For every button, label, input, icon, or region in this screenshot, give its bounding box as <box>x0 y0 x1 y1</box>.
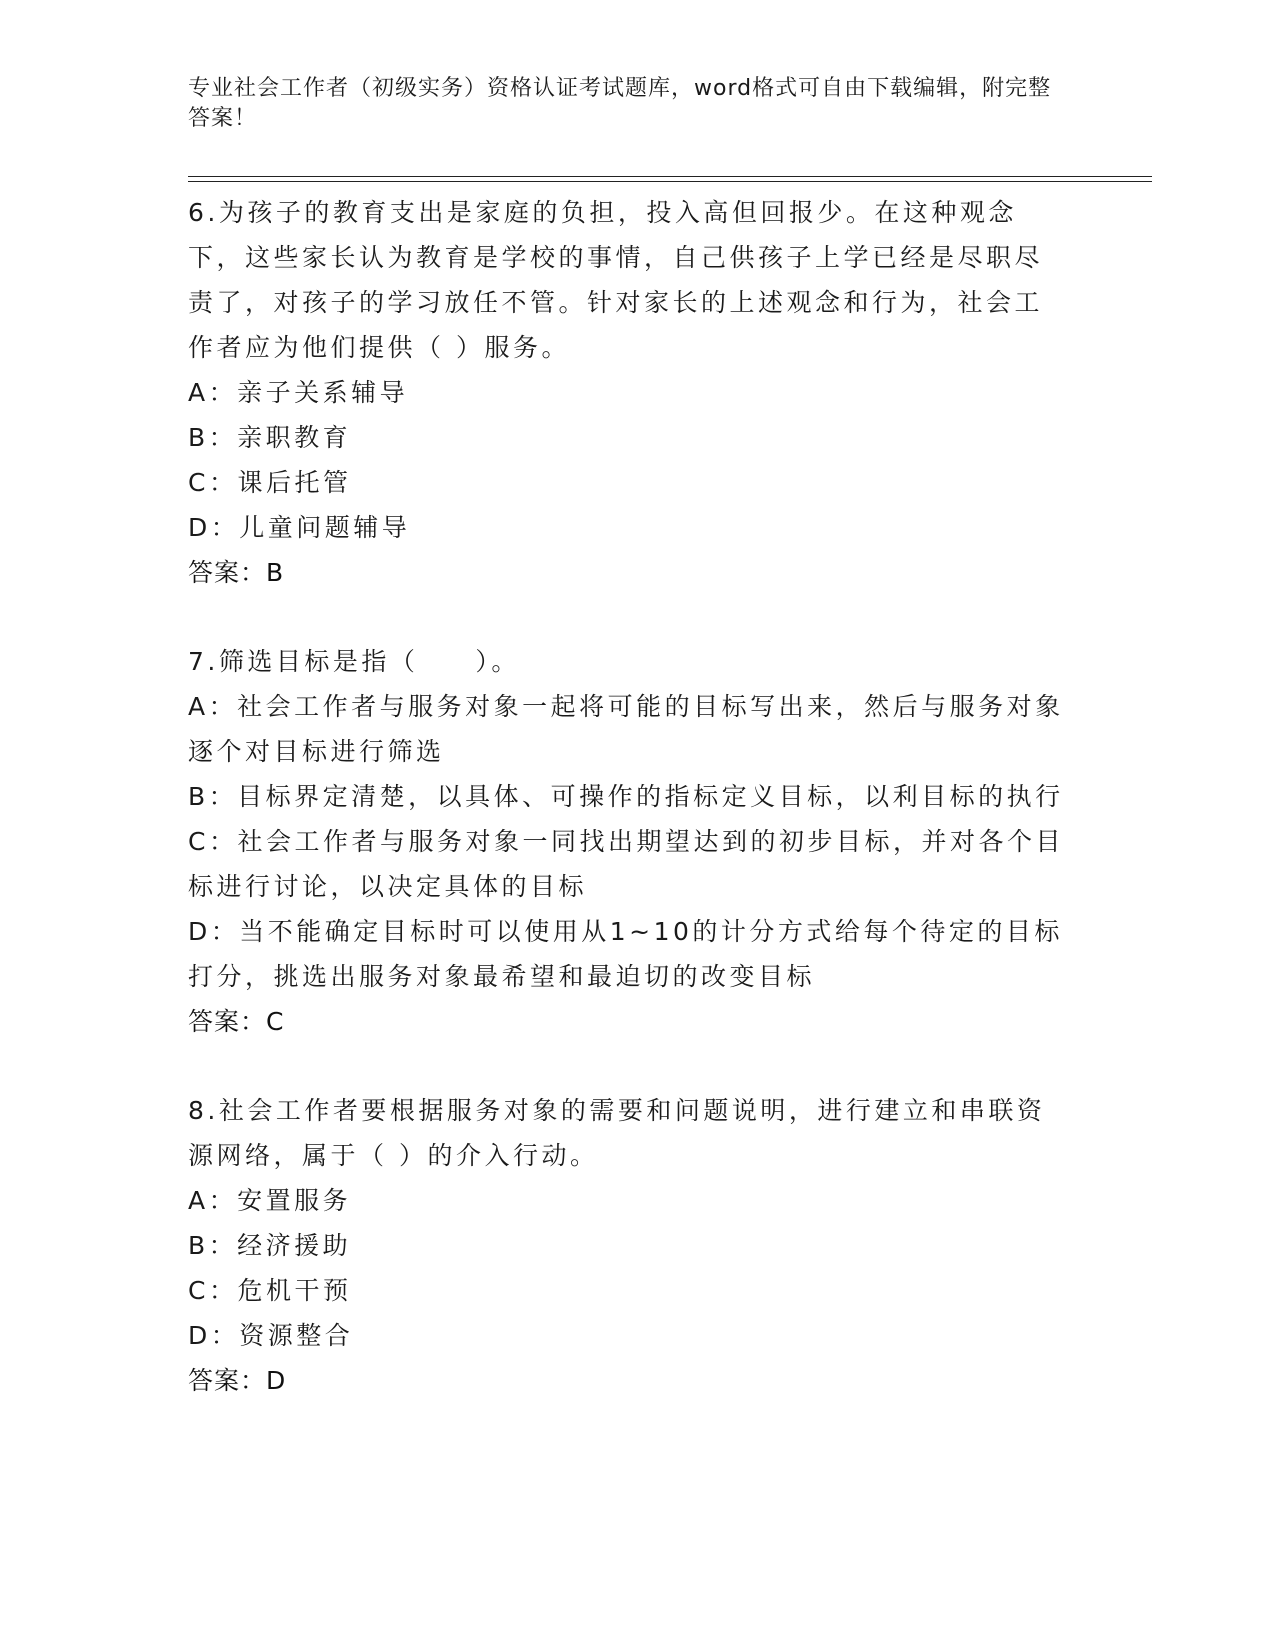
answer-line: 答案：D <box>188 1366 287 1395</box>
header-rule-top <box>188 176 1152 177</box>
header-rule-bottom <box>188 181 1152 182</box>
option-d: D：资源整合 <box>188 1321 354 1350</box>
option-a: A：亲子关系辅导 <box>188 378 409 407</box>
option-d: D：儿童问题辅导 <box>188 513 411 542</box>
question-list <box>188 190 1068 1447</box>
option-a: A：社会工作者与服务对象一起将可能的目标写出来，然后与服务对象逐个对目标进行筛选 <box>188 692 1064 766</box>
option-a: A：安置服务 <box>188 1186 352 1215</box>
answer-line: 答案：B <box>188 558 285 587</box>
question-7 <box>188 639 1068 1044</box>
option-c: C：社会工作者与服务对象一同找出期望达到的初步目标，并对各个目标进行讨论，以决定具体的目标 <box>188 827 1064 901</box>
option-d: D：当不能确定目标时可以使用从1~10的计分方式给每个待定的目标打分，挑选出服务对象最希望和最迫切的改变目标 <box>188 917 1063 991</box>
question-6 <box>188 190 1068 595</box>
option-b: B：目标界定清楚，以具体、可操作的指标定义目标，以利目标的执行 <box>188 782 1064 811</box>
page-header: 专业社会工作者（初级实务）资格认证考试题库，word格式可自由下载编辑，附完整答案！ <box>188 76 1052 131</box>
question-8 <box>188 1088 1068 1403</box>
question-stem: 6.为孩子的教育支出是家庭的负担，投入高但回报少。在这种观念下，这些家长认为教育是学校的事情，自己供孩子上学已经是尽职尽责了，对孩子的学习放任不管。针对家长的上述观念和行为，社会工作者应为他们提供（ ）服务。 <box>188 198 1044 362</box>
question-stem: 8.社会工作者要根据服务对象的需要和问题说明，进行建立和串联资源网络，属于（ ）的介入行动。 <box>188 1096 1046 1170</box>
option-c: C：危机干预 <box>188 1276 352 1305</box>
answer-line: 答案：C <box>188 1007 285 1036</box>
option-b: B：亲职教育 <box>188 423 352 452</box>
option-c: C：课后托管 <box>188 468 352 497</box>
question-stem: 7.筛选目标是指（ ）。 <box>188 647 520 676</box>
option-b: B：经济援助 <box>188 1231 352 1260</box>
